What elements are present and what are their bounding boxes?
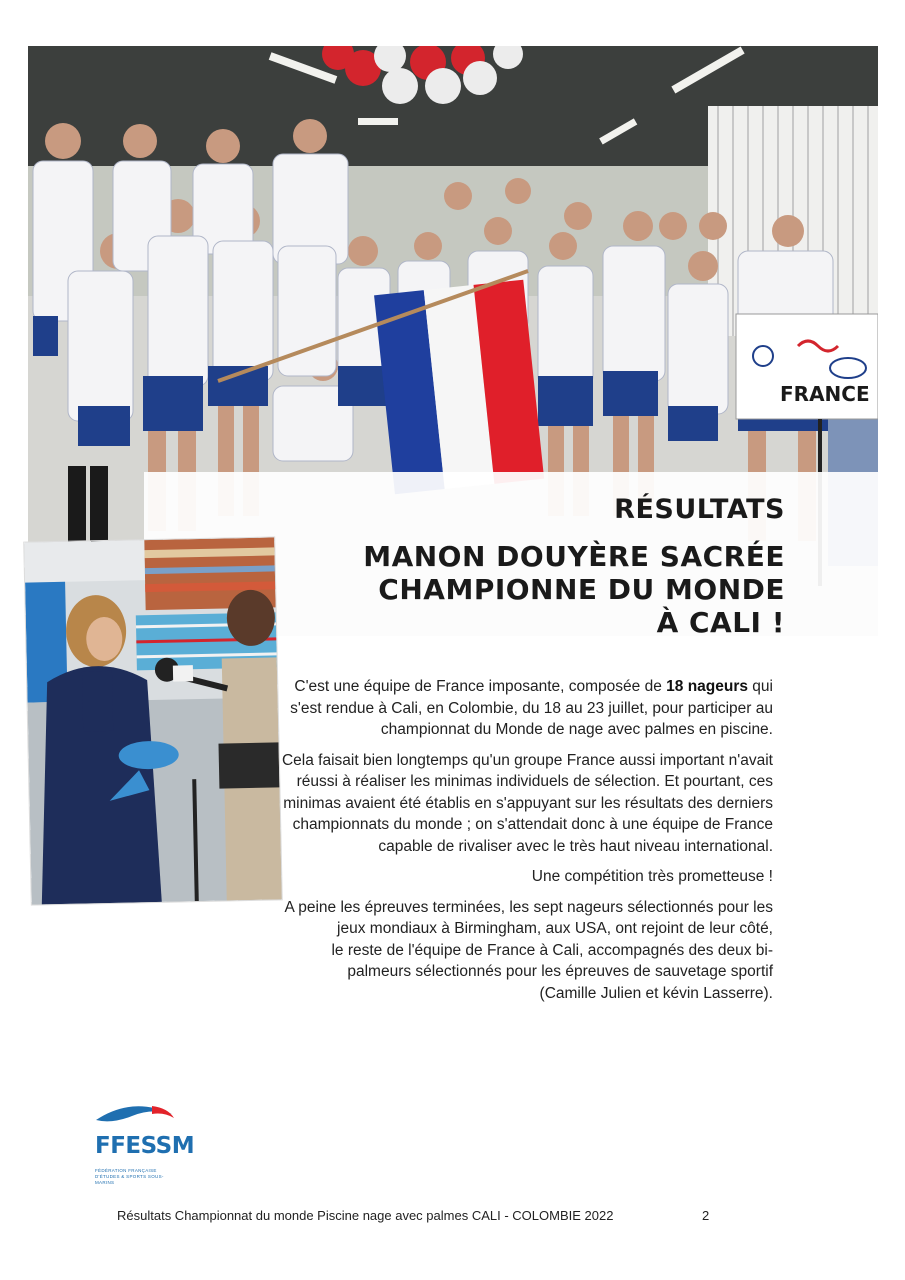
title-line: À CALI !	[656, 606, 785, 639]
logo-name: FFESSM	[95, 1133, 195, 1159]
paragraph: C'est une équipe de France imposante, composée de 18 nageurs qui s'est rendue à Cali, en Colombie, du 18 au 23 juillet, pour participer au championnat du Monde de nage avec palmes en piscine.	[290, 678, 773, 738]
article-body	[270, 676, 773, 1013]
interview-photo	[24, 537, 282, 904]
paragraph: A peine les épreuves terminées, les sept nageurs sélectionnés pour les jeux mondiaux à Birmingham, aux USA, ont rejoint de leur côté, le reste de l'équipe de France à Cali, accompagnés des deux bi-palmeurs sélectionnés pour les épreuves de sauvetage sportif (Camille Julien et kévin Lasserre).	[284, 898, 773, 1002]
sign-text: FRANCE	[780, 382, 870, 406]
logo-subtitle: FÉDÉRATION FRANÇAISE D'ÉTUDES & SPORTS SOUS-MARINS	[95, 1168, 164, 1185]
section-kicker: RÉSULTATS	[614, 494, 785, 525]
footer-text: Résultats Championnat du monde Piscine nage avec palmes CALI - COLOMBIE 2022	[117, 1208, 614, 1223]
highlight: 18 nageurs	[666, 678, 748, 695]
title-line: MANON DOUYÈRE SACRÉE	[363, 540, 785, 573]
paragraph: Cela faisait bien longtemps qu'un groupe France aussi important n'avait réussi à réaliser les minimas individuels de sélection. Et pourtant, ces minimas avaient été établis en s'appuyant sur les résultats des derniers championnats du monde ; on s'attendait donc à une équipe de France capable de rivaliser avec le très haut niveau international.	[281, 751, 773, 855]
title-line: CHAMPIONNE DU MONDE	[378, 573, 785, 606]
page-title	[265, 540, 785, 639]
paragraph: Une compétition très prometteuse !	[531, 868, 773, 885]
page-number: 2	[702, 1208, 710, 1223]
